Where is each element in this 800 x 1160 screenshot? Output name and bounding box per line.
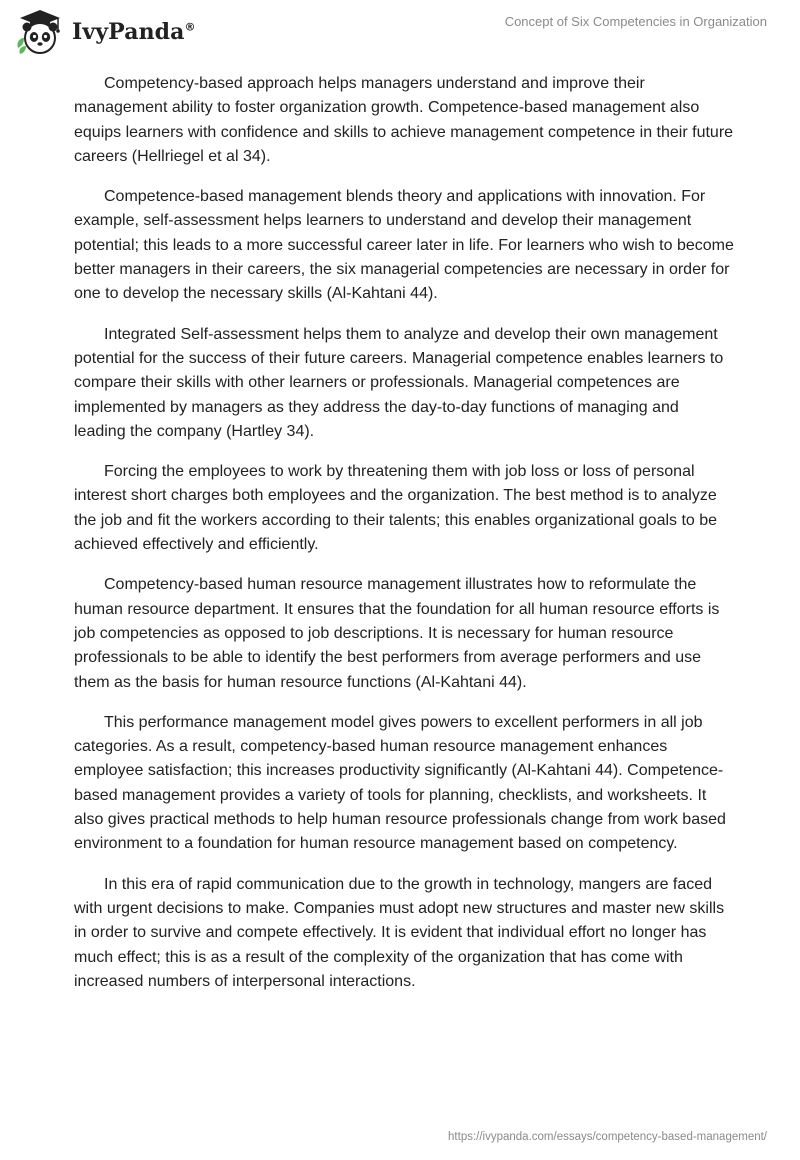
- paragraph: Integrated Self-assessment helps them to analyze and develop their own management potential for the success of their future careers. Managerial competence enables learners to compare their skills with other learners or professionals. Managerial competences are implemented by managers as they address the day-to-day functions of managing and leading the company (Hartley 34).: [74, 325, 724, 440]
- document-title: Concept of Six Competencies in Organization: [504, 14, 767, 29]
- brand-name: IvyPanda®: [72, 19, 196, 45]
- source-url-link[interactable]: https://ivypanda.com/essays/competency-based-management/: [448, 1131, 767, 1143]
- panda-graduate-icon: [14, 8, 66, 56]
- page-header: [0, 0, 800, 62]
- paragraph: Competency-based human resource management illustrates how to reformulate the human resource department. It ensures that the foundation for all human resource efforts is job competencies as opposed to job descriptions. It is necessary for human resource professionals to be able to identify the best performers from average performers and use them as the basis for human resource functions (Al-Kahtani 44).: [74, 576, 720, 691]
- paragraph: Competence-based management blends theory and applications with innovation. For example, self-assessment helps learners to understand and develop their management potential; this leads to a more successful career later in life. For learners who wish to become better managers in their careers, the six managerial competencies are necessary in order for one to develop the necessary skills (Al-Kahtani 44).: [74, 188, 734, 303]
- ivypanda-logo[interactable]: [14, 8, 196, 56]
- paragraph: Forcing the employees to work by threatening them with job loss or loss of personal interest short charges both employees and the organization. The best method is to analyze the job and fit the workers according to their talents; this enables organizational goals to be achieved effectively and efficiently.: [74, 463, 718, 554]
- paragraph: Competency-based approach helps managers understand and improve their management ability to foster organization growth. Competence-based management also equips learners with confidence and skills to achieve management competence in their future careers (Hellriegel et al 34).: [74, 75, 734, 165]
- essay-body: [74, 72, 734, 1010]
- paragraph: This performance management model gives powers to excellent performers in all job categories. As a result, competency-based human resource management enhances employee satisfaction; this increases productivity significantly (Al-Kahtani 44). Competence-based management provides a variety of tools for planning, checklists, and worksheets. It also gives practical methods to help human resource professionals change from work based environment to a foundation for human resource management based on competency.: [74, 713, 726, 853]
- paragraph: In this era of rapid communication due to the growth in technology, mangers are faced with urgent decisions to make. Companies must adopt new structures and master new skills in order to survive and compete effectively. It is evident that individual effort no longer has much effect; this is as a result of the complexity of the organization that has come with increased numbers of interpersonal interactions.: [74, 875, 725, 990]
- registered-mark: ®: [184, 20, 196, 34]
